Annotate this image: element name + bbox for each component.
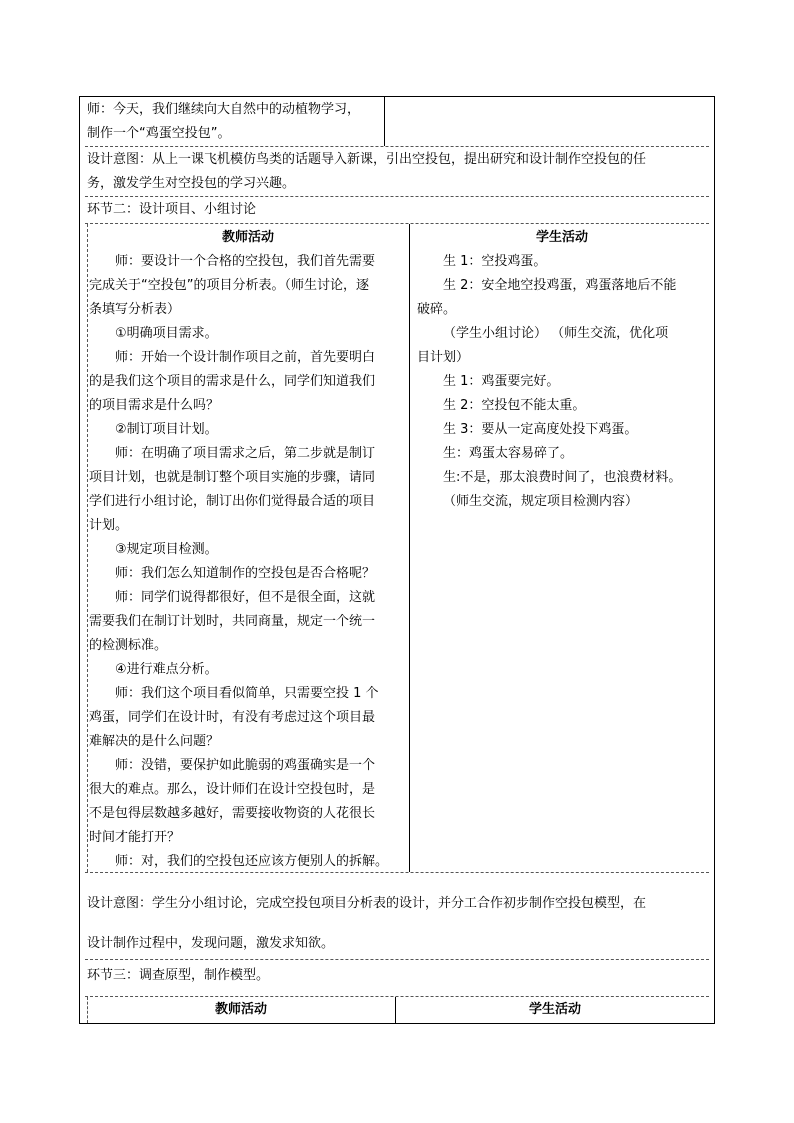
teacher-line: ①明确项目需求。 [115,326,218,341]
teacher-activity-body [89,250,407,874]
row-separator [85,996,709,997]
teacher-line: ③规定项目检测。 [115,542,218,557]
teacher-line: 的项目需求是什么吗？ [89,398,220,413]
bottom-teacher-header: 教师活动 [214,1002,267,1017]
design-intent-line: 务，激发学生对空投包的学习兴趣。 [87,176,296,191]
teacher-line: 计划。 [89,518,129,533]
student-activity-body [417,250,711,514]
row-separator [85,146,709,147]
teacher-line: 师：同学们说得都很好，但不是很全面，这就 [115,590,376,605]
section-3-title: 环节三：调查原型，制作模型。 [87,968,270,983]
row-separator [85,959,709,960]
row-separator [85,223,709,224]
row-separator [85,196,709,197]
teacher-activity-header: 教师活动 [221,230,274,245]
teacher-line: 难解决的是什么问题？ [89,734,220,749]
teacher-line: 的是我们这个项目的需求是什么，同学们知道我们 [89,374,376,389]
student-line: 生 2：安全地空投鸡蛋，鸡蛋落地后不能 [443,278,677,293]
activity-column-divider-inner [87,224,88,872]
lesson-plan-table [79,96,715,1024]
teacher-line: ②制订项目计划。 [115,422,218,437]
teacher-line: 条填写分析表） [89,302,181,317]
teacher-line: 师：在明确了项目需求之后，第二步就是制订 [115,446,376,461]
teacher-line: 师：没错，要保护如此脆弱的鸡蛋确实是一个 [115,758,376,773]
student-line: 生 2：空投包不能太重。 [443,398,586,413]
section-2-title: 环节二：设计项目、小组讨论 [87,202,257,217]
activity-column-divider [409,224,410,872]
design-intent-2 [87,884,646,964]
teacher-line: 师：要设计一个合格的空投包，我们首先需要 [115,254,376,269]
top-row-line: 师：今天，我们继续向大自然中的动植物学习， [87,102,361,117]
teacher-line: 师：我们怎么知道制作的空投包是否合格呢？ [115,566,376,581]
bottom-student-header: 学生活动 [528,1002,581,1017]
student-activity-header: 学生活动 [535,230,588,245]
student-line: （师生交流，规定项目检测内容） [443,494,639,509]
teacher-line: 项目计划，也就是制订整个项目实施的步骤，请同 [89,470,376,485]
teacher-line: 时间才能打开？ [89,830,181,845]
row-separator [85,872,709,873]
teacher-line: 的检测标准。 [89,638,168,653]
teacher-line: 完成关于“空投包”的项目分析表。（师生讨论，逐 [89,278,369,293]
teacher-line: 鸡蛋，同学们在设计时，有没有考虑过这个项目最 [89,710,376,725]
teacher-line: 师：开始一个设计制作项目之前，首先要明白 [115,350,376,365]
design-intent-line: 设计意图：学生分小组讨论，完成空投包项目分析表的设计，并分工合作初步制作空投包模型，在 [87,896,647,911]
student-line: 生 1：鸡蛋要完好。 [443,374,560,389]
top-row-teacher-text [87,98,360,146]
design-intent-1 [87,148,646,196]
top-row-divider [384,96,385,146]
teacher-line: 需要我们在制订计划时，共同商量，规定一个统一 [89,614,376,629]
teacher-line: ④进行难点分析。 [115,662,218,677]
student-line: 生 1：空投鸡蛋。 [443,254,547,269]
student-line: 生：鸡蛋太容易碎了。 [443,446,574,461]
design-intent-line: 设计制作过程中，发现问题，激发求知欲。 [87,936,335,951]
student-line: 目计划） [417,350,470,365]
student-line: 生:不是，那太浪费时间了，也浪费材料。 [443,470,682,485]
student-line: （学生小组讨论） （师生交流，优化项 [443,326,669,341]
top-row-line: 制作一个“鸡蛋空投包”。 [87,126,231,141]
teacher-line: 不是包得层数越多越好，需要接收物资的人花很长 [89,806,376,821]
teacher-line: 学们进行小组讨论，制订出你们觉得最合适的项目 [89,494,376,509]
teacher-line: 师：对，我们的空投包还应该方便别人的拆解。 [115,854,389,869]
teacher-line: 很大的难点。那么，设计师们在设计空投包时，是 [89,782,376,797]
student-line: 生 3：要从一定高度处投下鸡蛋。 [443,422,638,437]
design-intent-line: 设计意图：从上一课飞机模仿鸟类的话题导入新课，引出空投包，提出研究和设计制作空投包的任 [87,152,647,167]
teacher-line: 师：我们这个项目看似简单，只需要空投 1 个 [115,686,379,701]
student-line: 破碎。 [417,302,457,317]
